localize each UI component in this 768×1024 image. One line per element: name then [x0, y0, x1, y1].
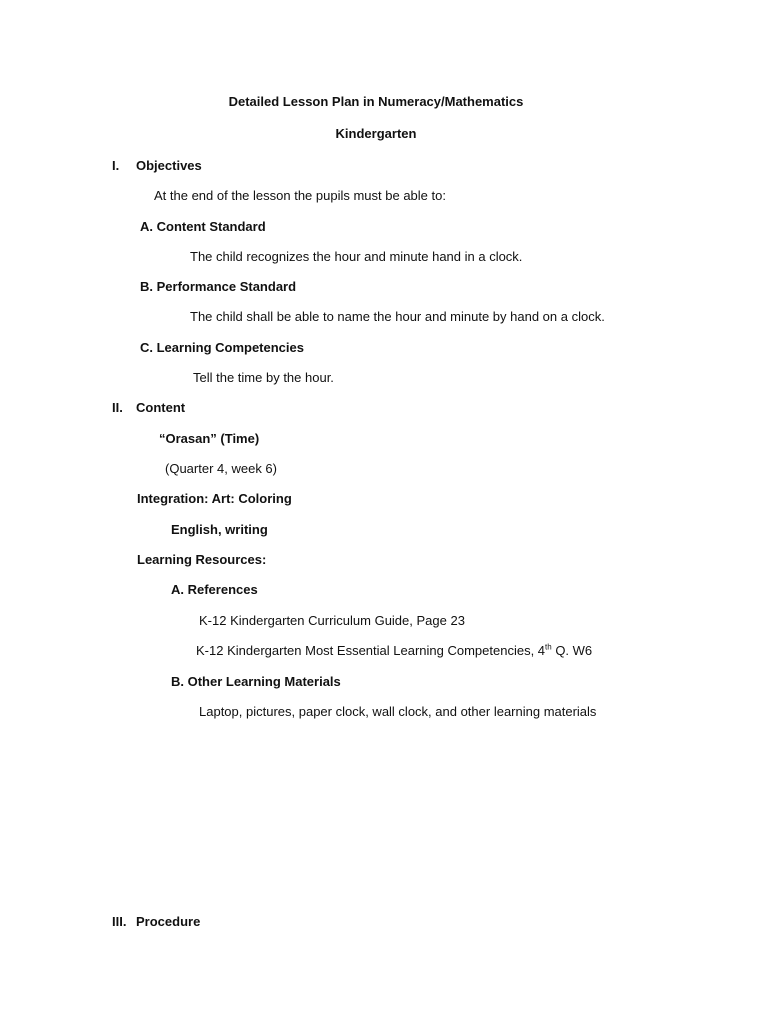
reference-item: [196, 643, 592, 659]
section-title: Objectives: [136, 158, 202, 173]
document-subtitle: Kindergarten: [335, 126, 417, 141]
learning-competencies-label: C. Learning Competencies: [140, 340, 304, 355]
document-title: Detailed Lesson Plan in Numeracy/Mathematics: [228, 94, 524, 109]
section-title: Content: [136, 400, 186, 415]
reference-item-text-end: Q. W6: [551, 643, 593, 658]
performance-standard-text: The child shall be able to name the hour and minute by hand on a clock.: [190, 309, 605, 324]
ordinal-suffix: th: [545, 642, 552, 652]
performance-standard-label: B. Performance Standard: [140, 279, 297, 294]
section-procedure-heading: [112, 914, 200, 930]
content-standard-text: The child recognizes the hour and minute hand in a clock.: [190, 249, 523, 264]
content-quarter: (Quarter 4, week 6): [165, 461, 277, 476]
section-objectives-heading: [112, 158, 202, 174]
content-topic: “Orasan” (Time): [159, 431, 260, 446]
objectives-intro: At the end of the lesson the pupils must be able to:: [154, 188, 446, 203]
other-materials-text: Laptop, pictures, paper clock, wall clock, and other learning materials: [199, 704, 597, 719]
section-content-heading: [112, 400, 185, 416]
integration-line-2: English, writing: [171, 522, 268, 537]
section-title: Procedure: [136, 914, 201, 929]
section-numeral: I.: [112, 158, 120, 173]
section-numeral: III.: [112, 914, 127, 929]
other-materials-label: B. Other Learning Materials: [171, 674, 341, 689]
content-standard-label: A. Content Standard: [140, 219, 266, 234]
learning-resources-label: Learning Resources:: [137, 552, 267, 567]
section-numeral: II.: [112, 400, 123, 415]
integration-line: Integration: Art: Coloring: [137, 491, 292, 506]
reference-item-text: K-12 Kindergarten Most Essential Learning Competencies, 4: [196, 643, 546, 658]
learning-competencies-text: Tell the time by the hour.: [193, 370, 334, 385]
reference-item: K-12 Kindergarten Curriculum Guide, Page 23: [199, 613, 465, 628]
references-label: A. References: [171, 582, 258, 597]
